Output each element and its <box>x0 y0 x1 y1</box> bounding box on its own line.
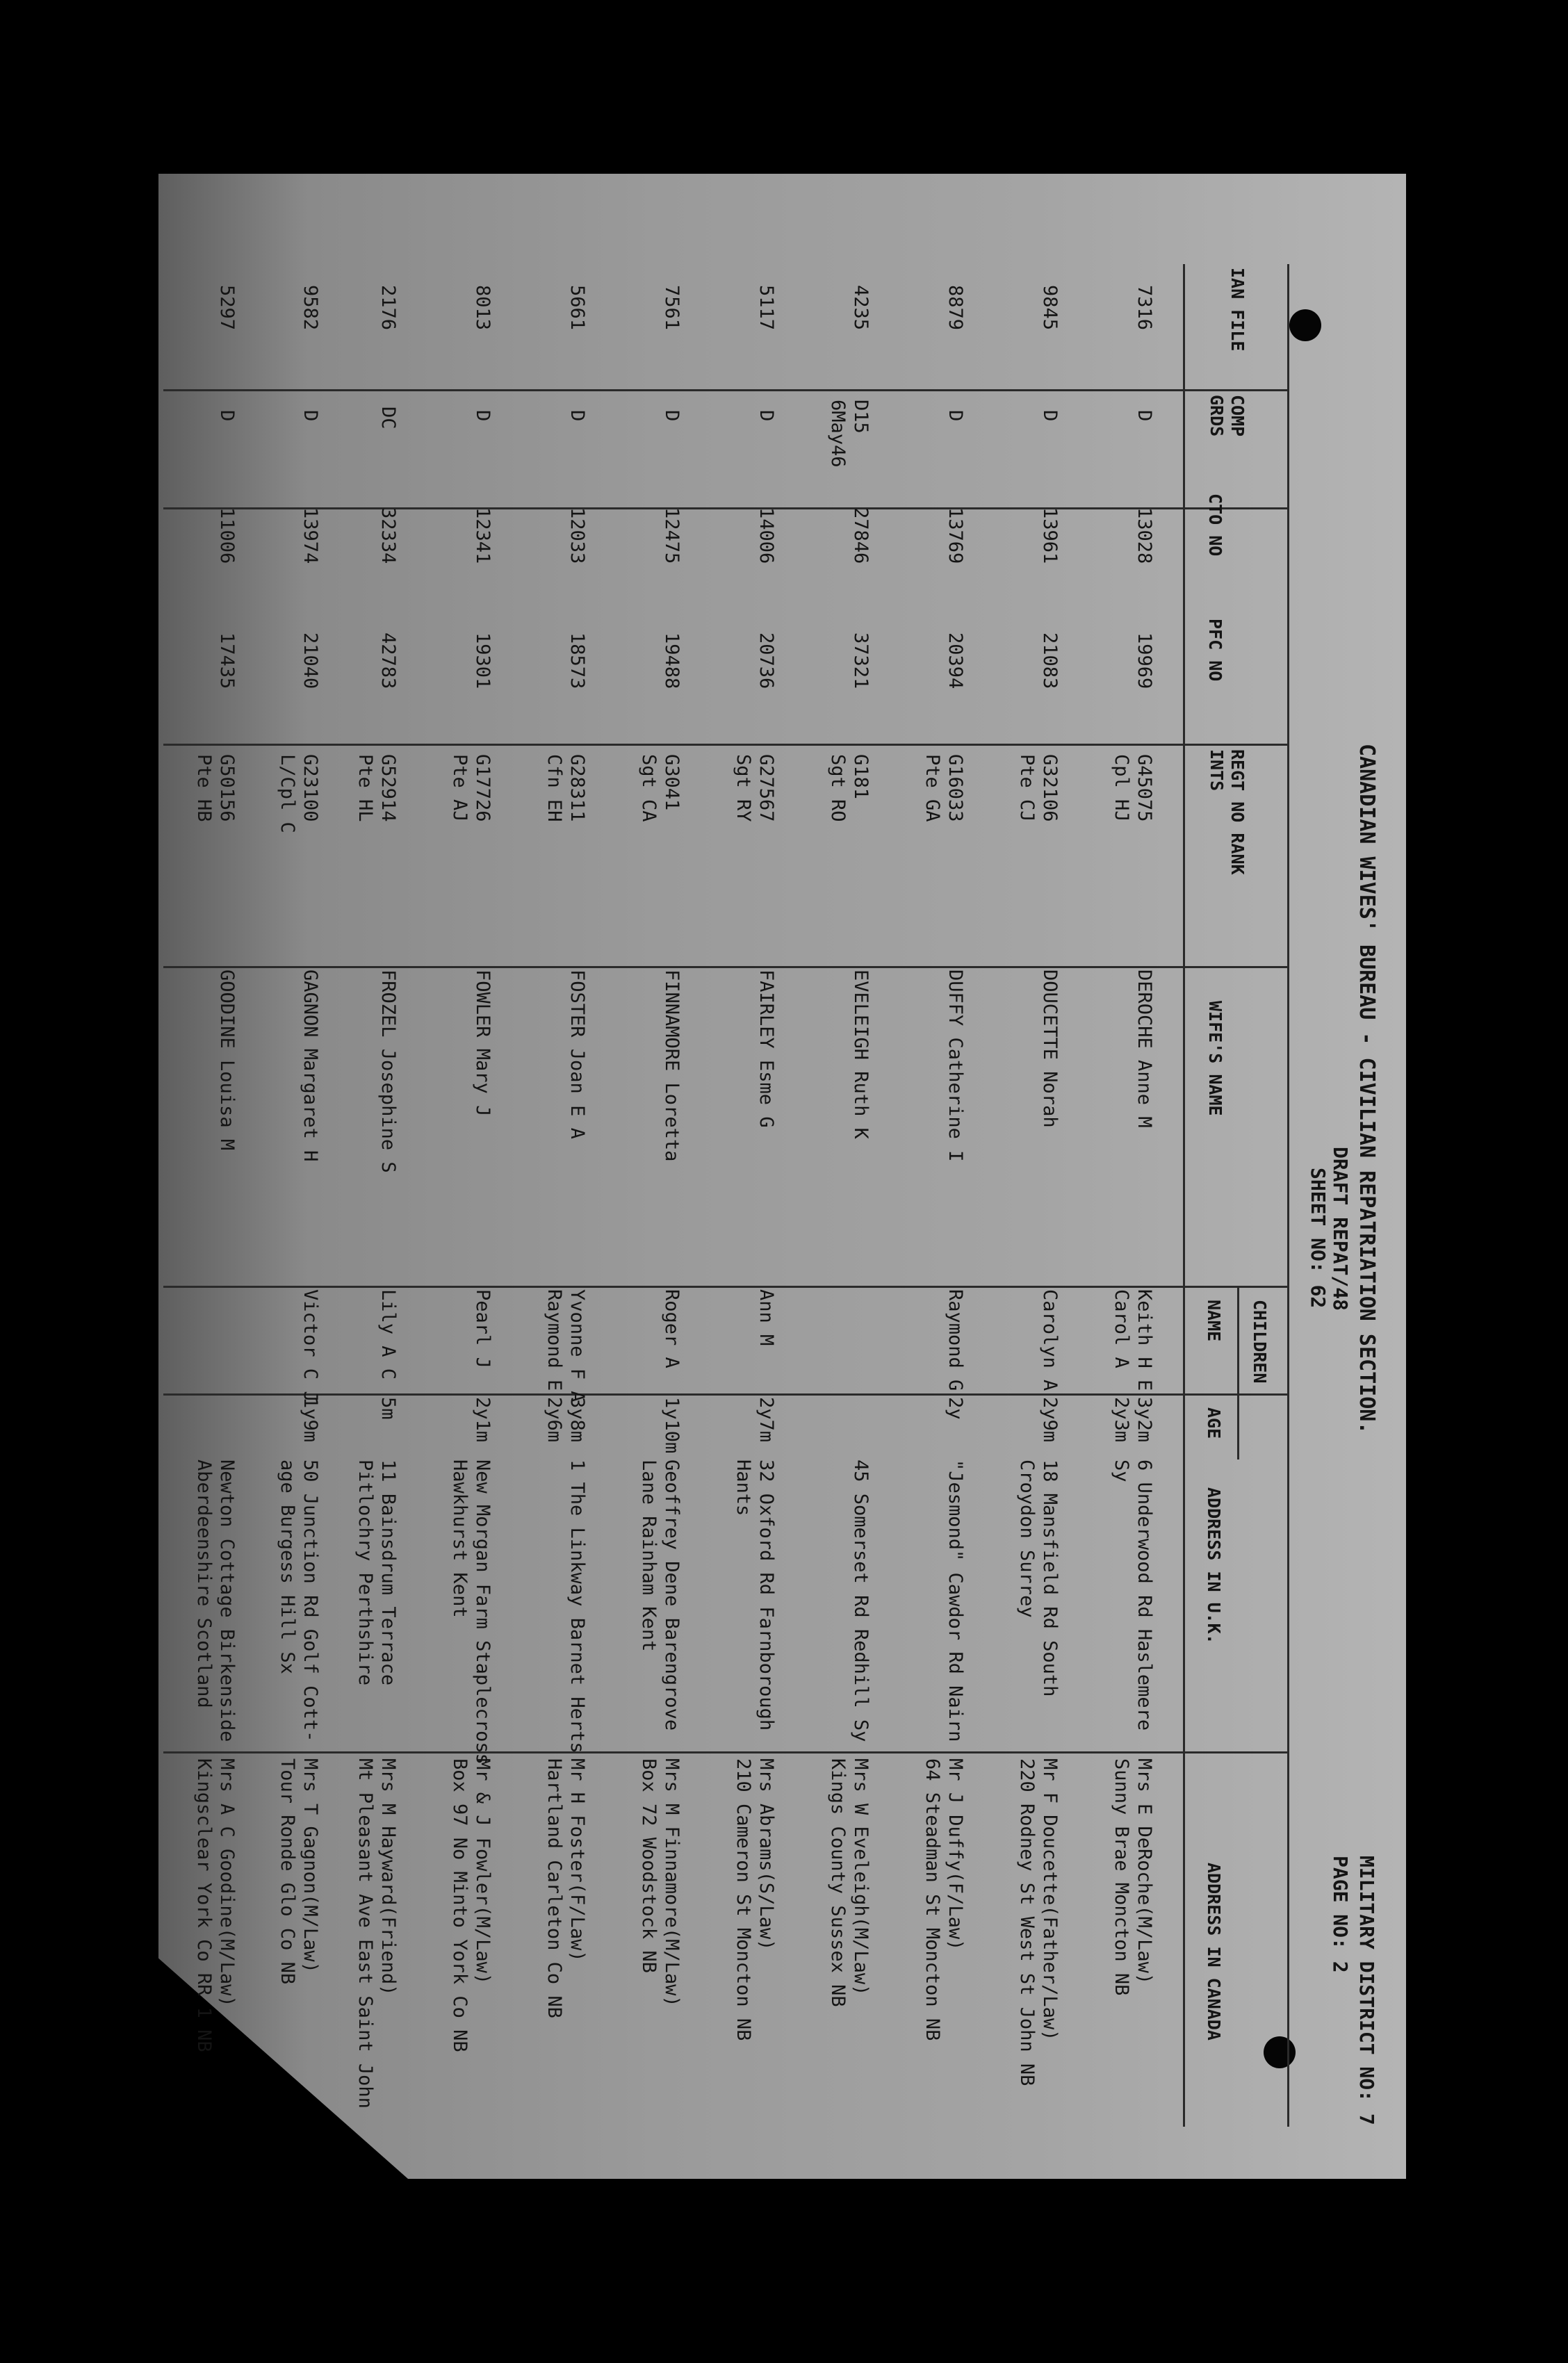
cell-address-uk: 11 Bainsdrum Terrace Pitlochry Perthshire <box>354 1460 399 1686</box>
cell-rank: Sgt RY <box>733 754 754 822</box>
cell-children: Lily A C <box>377 1289 399 1380</box>
cell-file: 2176 <box>377 285 399 331</box>
cell-wife: FROZEL Josephine S <box>377 970 399 1173</box>
cell-rank: L/Cpl C <box>277 754 298 833</box>
cell-comp: D15 6May46 <box>827 400 872 468</box>
cell-address-canada: Mrs A C Goodine(M/Law) Kingsclear York Co RR 1 NB <box>193 1758 238 2052</box>
cell-age: 3y8m 2y6m <box>544 1397 588 1443</box>
table-row <box>872 174 967 2179</box>
cell-regt: G52914 <box>377 754 399 822</box>
cell-pfc: 21083 <box>1039 632 1061 689</box>
document-title: CANADIAN WIVES' BUREAU - CIVILIAN REPATRIATION SECTION. <box>1355 744 1379 1434</box>
cell-rank: Pte AJ <box>449 754 471 822</box>
cell-file: 4235 <box>850 285 872 331</box>
cell-address-canada: Mr H Foster(F/Law) Hartland Carleton Co NB <box>544 1758 588 2018</box>
cell-wife: FINNAMORE Loretta <box>661 970 683 1162</box>
cell-address-canada: Mrs M Finnamore(M/Law) Box 72 Woodstock NB <box>638 1758 683 2007</box>
cell-children: Raymond G <box>945 1289 966 1391</box>
cell-file: 5661 <box>566 285 588 331</box>
cell-age: 2y9m <box>1039 1397 1061 1443</box>
cell-pfc: 37321 <box>850 632 872 689</box>
cell-comp: D <box>472 410 493 422</box>
cell-pfc: 18573 <box>566 632 588 689</box>
cell-address-uk: 1 The Linkway Barnet Herts <box>566 1460 588 1753</box>
cell-wife: DOUCETTE Norah <box>1039 970 1061 1128</box>
table-row <box>1061 174 1156 2179</box>
cell-regt: G23100 <box>300 754 321 822</box>
cell-address-uk: "Jesmond" Cawdor Rd Nairn <box>945 1460 966 1742</box>
table-row <box>683 174 778 2179</box>
cell-wife: FOSTER Joan E A <box>566 970 588 1139</box>
cell-regt: G28311 <box>566 754 588 822</box>
cell-age: 2y7m <box>756 1397 777 1443</box>
cell-cto: 13028 <box>1134 507 1155 564</box>
table-row <box>400 174 494 2179</box>
cell-address-canada: Mrs T Gagnon(M/Law) Tour Ronde Glo Co NB <box>277 1758 321 1985</box>
table-row <box>589 174 683 2179</box>
cell-wife: DEROCHE Anne M <box>1134 970 1155 1128</box>
cell-rank: Cpl HJ <box>1111 754 1132 822</box>
cell-regt: G3041 <box>661 754 683 811</box>
col-header-children: CHILDREN <box>1250 1300 1270 1384</box>
rotated-frame <box>158 174 1406 2179</box>
cell-address-canada: Mr F Doucette(Father/Law) 220 Rodney St West St John NB <box>1016 1758 1061 2086</box>
col-header-cto: CTO NO <box>1205 493 1225 557</box>
cell-children: Yvonne F A Raymond E <box>544 1289 588 1403</box>
table-row <box>162 174 238 2179</box>
cell-address-canada: Mrs Abrams(S/Law) 210 Cameron St Moncton NB <box>733 1758 777 2041</box>
cell-address-canada: Mr J Duffy(F/Law) 64 Steadman St Moncton NB <box>922 1758 966 2041</box>
cell-pfc: 19488 <box>661 632 683 689</box>
cell-file: 8013 <box>472 285 493 331</box>
cell-comp: D <box>1039 410 1061 422</box>
cell-age: 2y <box>945 1397 966 1420</box>
cell-comp: DC <box>377 407 399 430</box>
page-number: PAGE NO: 2 <box>1329 1856 1352 1973</box>
cell-cto: 12341 <box>472 507 493 564</box>
col-header-name: NAME <box>1204 1300 1224 1342</box>
cell-address-uk: New Morgan Farm Staplecross Hawkhurst Kent <box>449 1460 493 1765</box>
cell-pfc: 21040 <box>300 632 321 689</box>
header-bottom-rule <box>1183 264 1185 2127</box>
cell-comp: D <box>661 410 683 422</box>
cell-pfc: 42783 <box>377 632 399 689</box>
cell-wife: GOODINE Louisa M <box>216 970 238 1151</box>
cell-regt: G45075 <box>1134 754 1155 822</box>
cell-pfc: 20394 <box>945 632 966 689</box>
cell-rank: Pte HB <box>193 754 215 822</box>
cell-address-uk: Geoffrey Dene Barengrove Lane Rainham Kent <box>638 1460 683 1731</box>
cell-rank: Pte CJ <box>1016 754 1038 822</box>
cell-pfc: 20736 <box>756 632 777 689</box>
cell-file: 8879 <box>945 285 966 331</box>
cell-regt: G16033 <box>945 754 966 822</box>
cell-age: 1y10m <box>661 1397 683 1454</box>
cell-regt: G17726 <box>472 754 493 822</box>
table-row <box>494 174 589 2179</box>
cell-rank: Pte HL <box>354 754 376 822</box>
header-top-rule <box>1287 264 1289 2127</box>
cell-rank: Sgt RO <box>827 754 849 822</box>
children-sub-rule <box>1237 1286 1239 1460</box>
cell-cto: 13974 <box>300 507 321 564</box>
cell-file: 7316 <box>1134 285 1155 331</box>
cell-wife: DUFFY Catherine I <box>945 970 966 1162</box>
cell-cto: 14006 <box>756 507 777 564</box>
col-header-pfc: PFC NO <box>1205 619 1225 682</box>
table-row <box>238 174 322 2179</box>
cell-comp: D <box>756 410 777 422</box>
cell-age: 3y2m 2y3m <box>1111 1397 1155 1443</box>
cell-address-canada: Mrs W Eveleigh(M/Law) Kings County Sussex NB <box>827 1758 872 2007</box>
cell-address-canada: Mrs M Hayward(Friend) Mt Pleasant Ave East Saint John <box>354 1758 399 2109</box>
table-row <box>778 174 872 2179</box>
cell-wife: FAIRLEY Esme G <box>756 970 777 1128</box>
col-header-regt: REGT NO RANK INTS <box>1207 749 1248 875</box>
cell-cto: 12033 <box>566 507 588 564</box>
cell-comp: D <box>216 410 238 422</box>
cell-age: 5m <box>377 1397 399 1420</box>
district-label: MILITARY DISTRICT NO: 7 <box>1355 1856 1378 2125</box>
cell-children: Keith H E Carol A <box>1111 1289 1155 1391</box>
cell-children: Carolyn A <box>1039 1289 1061 1391</box>
col-header-canada: ADDRESS IN CANADA <box>1204 1863 1224 2041</box>
cell-address-uk: 6 Underwood Rd Haslemere Sy <box>1111 1460 1155 1731</box>
cell-wife: GAGNON Margaret H <box>300 970 321 1162</box>
cell-cto: 32334 <box>377 507 399 564</box>
cell-comp: D <box>300 410 321 422</box>
cell-cto: 12475 <box>661 507 683 564</box>
col-header-comp: COMP GRDS <box>1207 395 1248 437</box>
cell-file: 5297 <box>216 285 238 331</box>
cell-pfc: 19969 <box>1134 632 1155 689</box>
cell-comp: D <box>945 410 966 422</box>
cell-file: 9582 <box>300 285 321 331</box>
cell-cto: 13769 <box>945 507 966 564</box>
col-header-file: IAN FILE <box>1227 268 1248 352</box>
cell-age: 2y1m <box>472 1397 493 1443</box>
col-header-uk: ADDRESS IN U.K. <box>1204 1487 1224 1644</box>
cell-regt: G27567 <box>756 754 777 822</box>
cell-children: Roger A <box>661 1289 683 1368</box>
cell-file: 5117 <box>756 285 777 331</box>
cell-cto: 11006 <box>216 507 238 564</box>
cell-wife: EVELEIGH Ruth K <box>850 970 872 1139</box>
table-row <box>967 174 1061 2179</box>
cell-age: 1y9m <box>300 1397 321 1443</box>
cell-children: Ann M <box>756 1289 777 1346</box>
cell-file: 7561 <box>661 285 683 331</box>
cell-address-uk: 32 Oxford Rd Farnborough Hants <box>733 1460 777 1731</box>
cell-regt: G50156 <box>216 754 238 822</box>
cell-cto: 13961 <box>1039 507 1061 564</box>
cell-address-uk: 18 Mansfield Rd South Croydon Surrey <box>1016 1460 1061 1697</box>
cell-comp: D <box>1134 410 1155 422</box>
cell-children: Pearl J <box>472 1289 493 1368</box>
col-header-age: AGE <box>1204 1407 1224 1439</box>
draft-label: DRAFT REPAT/48 <box>1329 1147 1352 1311</box>
cell-rank: Pte GA <box>922 754 943 822</box>
cell-rank: Cfn EH <box>544 754 565 822</box>
cell-wife: FOWLER Mary J <box>472 970 493 1117</box>
cell-cto: 27846 <box>850 507 872 564</box>
cell-address-uk: Newton Cottage Birkenside Aberdeenshire Scotland <box>193 1460 238 1742</box>
cell-rank: Sgt CA <box>638 754 660 822</box>
cell-address-canada: Mr & J Fowler(M/Law) Box 97 No Minto York Co NB <box>449 1758 493 2052</box>
cell-file: 9845 <box>1039 285 1061 331</box>
cell-address-uk: 45 Somerset Rd Redhill Sy <box>850 1460 872 1742</box>
cell-regt: G32106 <box>1039 754 1061 822</box>
cell-address-canada: Mrs E DeRoche(M/Law) Sunny Brae Moncton NB <box>1111 1758 1155 1996</box>
cell-address-uk: 50 Junction Rd Golf Cott- age Burgess Hill Sx <box>277 1460 321 1742</box>
cell-comp: D <box>566 410 588 422</box>
cell-children: Victor C J <box>300 1289 321 1403</box>
cell-regt: G181 <box>850 754 872 800</box>
form-content <box>158 174 1406 2179</box>
col-header-wife: WIFE'S NAME <box>1205 1001 1225 1116</box>
cell-pfc: 19301 <box>472 632 493 689</box>
sheet-number: SHEET NO: 62 <box>1307 1168 1330 1309</box>
cell-pfc: 17435 <box>216 632 238 689</box>
